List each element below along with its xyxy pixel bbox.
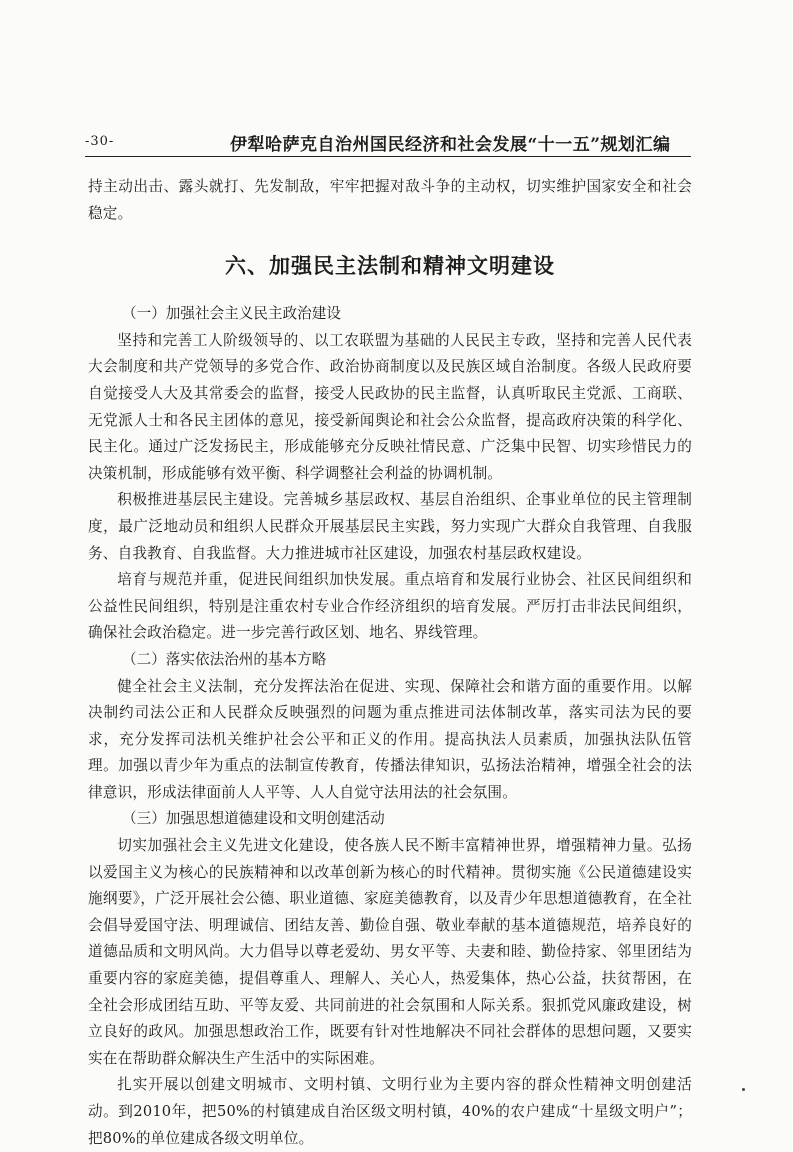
subsection-title-1: （一）加强社会主义民主政治建设 — [122, 305, 341, 323]
page-header — [85, 130, 691, 157]
paragraph: 扎实开展以创建文明城市、文明村镇、文明行业为主要内容的群众性精神文明创建活动。到2010年，把50%的村镇建成自治区级文明村镇，40%的农户建成“十星级文明户”；把80%的单位建成各级文明单位。 — [88, 1076, 692, 1147]
scan-speck — [742, 1088, 745, 1091]
section-title: 六、加强民主法制和精神文明建设 — [225, 253, 555, 279]
paragraph: 切实加强社会主义先进文化建设，使各族人民不断丰富精神世界，增强精神力量。弘扬以爱国主义为核心的民族精神和以改革创新为核心的时代精神。贯彻实施《公民道德建设实施纲要》，广泛开展社会公德、职业道德、家庭美德教育，以及青少年思想道德教育，在全社会倡导爱国守法、明理诚信、团结友善、勤俭自强、敬业奉献的基本道德规范，培养良好的道德品质和文明风尚。大力倡导以尊老爱幼、男女平等、夫妻和睦、勤俭持家、邻里团结为重要内容的家庭美德，提倡尊重人、理解人、关心人，热爱集体，热心公益，扶贫帮困，在全社会形成团结互助、平等友爱、共同前进的社会氛围和人际关系。狠抓党风廉政建设，树立良好的政风。加强思想政治工作，既要有针对性地解决不同社会群体的思想问题，又要实实在在帮助群众解决生产生活中的实际困难。 — [88, 837, 692, 1067]
paragraph: 坚持和完善工人阶级领导的、以工农联盟为基础的人民民主专政，坚持和完善人民代表大会制度和共产党领导的多党合作、政治协商制度以及民族区域自治制度。各级人民政府要自觉接受人大及其常委会的监督，接受人民政协的民主监督，认真听取民主党派、工商联、无党派人士和各民主团体的意见，接受新闻舆论和社会公众监督，提高政府决策的科学化、民主化。通过广泛发扬民主，形成能够充分反映社情民意、广泛集中民智、切实珍惜民力的决策机制，形成能够有效平衡、科学调整社会利益的协调机制。 — [88, 331, 692, 482]
paragraph: 培育与规范并重，促进民间组织加快发展。重点培育和发展行业协会、社区民间组织和公益性民间组织，特别是注重农村专业合作经济组织的培育发展。严厉打击非法民间组织，确保社会政治稳定。进一步完善行政区划、地名、界线管理。 — [88, 571, 692, 642]
running-title: 伊犁哈萨克自治州国民经济和社会发展“十一五”规划汇编 — [230, 135, 671, 155]
paragraph: 健全社会主义法制，充分发挥法治在促进、实现、保障社会和谐方面的重要作用。以解决制约司法公正和人民群众反映强烈的问题为重点推进司法体制改革，落实司法为民的要求，充分发挥司法机关维护社会公平和正义的作用。提高执法人员素质，加强执法队伍管理。加强以青少年为重点的法制宣传教育，传播法律知识，弘扬法治精神，增强全社会的法律意识，形成法律面前人人平等、人人自觉守法用法的社会氛围。 — [88, 677, 692, 801]
page-number: -30- — [85, 134, 115, 149]
carryover-paragraph: 持主动出击、露头就打、先发制敌，牢牢把握对敌斗争的主动权，切实维护国家安全和社会稳定。 — [88, 178, 692, 222]
subsection-title-2: （二）落实依法治州的基本方略 — [122, 650, 327, 668]
subsection-title-3: （三）加强思想道德建设和文明创建活动 — [122, 810, 385, 828]
paragraph: 积极推进基层民主建设。完善城乡基层政权、基层自治组织、企事业单位的民主管理制度，最广泛地动员和组织人民群众开展基层民主实践，努力实现广大群众自我管理、自我服务、自我教育、自我监督。大力推进城市社区建设，加强农村基层政权建设。 — [88, 491, 692, 562]
page-content — [88, 174, 692, 1152]
